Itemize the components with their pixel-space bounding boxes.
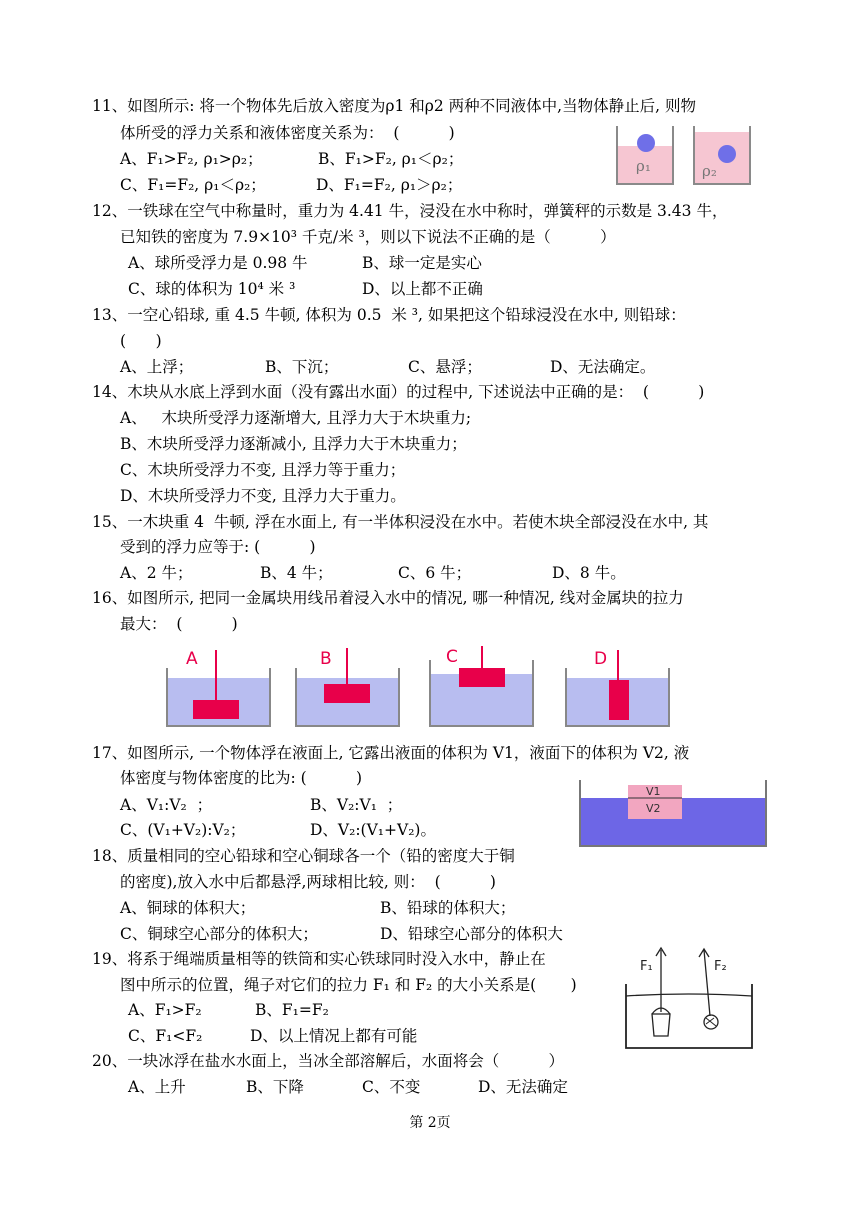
q15-option-c: C、6 牛；	[398, 564, 472, 582]
q12-option-c: C、球的体积为 10⁴ 米 ³	[128, 280, 296, 298]
q19-option-b: B、F₁=F₂	[255, 1001, 329, 1019]
q18-line-2: 的密度),放入水中后都悬浮,两球相比较, 则： ( )	[120, 873, 496, 891]
q11-line-2: 体所受的浮力关系和液体密度关系为： ( )	[120, 124, 455, 142]
q11-option-c: C、F₁=F₂, ρ₁＜ρ₂；	[120, 176, 266, 194]
q14-option-b: B、木块所受浮力逐渐减小, 且浮力大于木块重力；	[120, 435, 467, 453]
q13-line-1: 13、一空心铅球, 重 4.5 牛顿, 体积为 0.5 米 ³, 如果把这个铅球浸没在水中, 则铅球：	[92, 306, 686, 324]
q12-option-d: D、以上都不正确	[362, 280, 483, 298]
q16-line-2: 最大： ( )	[120, 615, 238, 633]
q15-option-d: D、8 牛。	[552, 564, 626, 582]
q19-waterline	[626, 994, 752, 996]
q17-option-c: C、(V₁+V₂):V₂；	[120, 821, 246, 839]
q19-option-d: D、以上情况上都有可能	[250, 1027, 418, 1045]
q12-option-b: B、球一定是实心	[362, 254, 482, 272]
q15-line-1: 15、一木块重 4 牛顿, 浮在水面上, 有一半体积浸没在水中。若使木块全部浸没在水中, 其	[92, 513, 709, 531]
q16-block-c	[459, 668, 505, 687]
q12-option-a: A、球所受浮力是 0.98 牛	[128, 254, 308, 272]
q15-option-a: A、2 牛；	[120, 564, 193, 582]
q11-line-1: 11、如图所示: 将一个物体先后放入密度为ρ1 和ρ2 两种不同液体中,当物体静止后, 则物	[92, 97, 696, 115]
q13-option-c: C、悬浮；	[408, 358, 482, 376]
q17-option-a: A、V₁:V₂ ；	[120, 796, 213, 814]
q18-option-d: D、铅球空心部分的体积大	[380, 925, 563, 943]
q18-option-a: A、铜球的体积大；	[120, 899, 256, 917]
q20-option-d: D、无法确定	[478, 1078, 568, 1096]
q19-figure	[618, 944, 758, 1052]
q17-label-v2: V2	[646, 802, 661, 815]
q15-option-b: B、4 牛；	[260, 564, 333, 582]
q12-line-1: 12、一铁球在空气中称量时，重力为 4.41 牛，浸没在水中称时，弹簧秤的示数是 3.43 牛，	[92, 202, 728, 220]
q17-line-1: 17、如图所示, 一个物体浮在液面上, 它露出液面的体积为 V1，液面下的体积为 V2, 液	[92, 744, 690, 762]
q17-label-v1: V1	[646, 785, 661, 798]
q16-label-d: D	[594, 649, 608, 669]
q19-line-1: 19、将系于绳端质量相等的铁筒和实心铁球同时没入水中，静止在	[92, 950, 546, 968]
q19-label-f1: F₁	[640, 959, 653, 974]
q13-option-b: B、下沉；	[265, 358, 339, 376]
q19-ball-texture	[706, 1018, 716, 1026]
q19-label-f2: F₂	[714, 959, 727, 974]
q14-line-1: 14、木块从水底上浮到水面（没有露出水面）的过程中, 下述说法中正确的是： ( )	[92, 383, 705, 401]
q19-option-c: C、F₁<F₂	[128, 1027, 203, 1045]
q19-option-a: A、F₁>F₂	[128, 1001, 202, 1019]
q11-ball-2	[718, 145, 736, 163]
page-number: 第 2页	[409, 1115, 451, 1131]
q11-option-d: D、F₁=F₂, ρ₁＞ρ₂；	[316, 176, 463, 194]
q14-option-a: A、 木块所受浮力逐渐增大, 且浮力大于木块重力;	[120, 409, 472, 427]
q16-block-d	[609, 680, 629, 720]
q19-string-2	[704, 950, 710, 1016]
q20-option-c: C、不变	[362, 1078, 421, 1096]
q17-line-2: 体密度与物体密度的比为: ( )	[120, 769, 363, 787]
q16-block-a	[193, 700, 239, 719]
q13-option-a: A、上浮；	[120, 358, 194, 376]
q13-line-2: ( )	[120, 332, 162, 350]
q14-option-d: D、木块所受浮力不变, 且浮力大于重力。	[120, 487, 406, 505]
q13-option-d: D、无法确定。	[550, 358, 656, 376]
q16-label-a: A	[186, 649, 198, 669]
q11-ball-1	[637, 134, 655, 152]
q11-figure	[612, 122, 758, 188]
q15-line-2: 受到的浮力应等于: ( )	[120, 538, 316, 556]
q11-label-rho2: ρ₂	[702, 162, 717, 180]
q11-label-rho1: ρ₁	[636, 157, 651, 175]
q20-line-1: 20、一块冰浮在盐水水面上，当冰全部溶解后，水面将会（ ）	[92, 1052, 564, 1070]
q19-bucket	[652, 1014, 670, 1036]
q17-option-b: B、V₂:V₁ ；	[310, 796, 403, 814]
q14-option-c: C、木块所受浮力不变, 且浮力等于重力；	[120, 461, 406, 479]
q18-line-1: 18、质量相同的空心铅球和空心铜球各一个（铅的密度大于铜	[92, 847, 515, 865]
q19-line-2: 图中所示的位置，绳子对它们的拉力 F₁ 和 F₂ 的大小关系是( )	[120, 976, 577, 994]
q17-figure	[578, 778, 768, 848]
q17-option-d: D、V₂:(V₁+V₂)。	[310, 821, 436, 839]
q16-line-1: 16、如图所示, 把同一金属块用线吊着浸入水中的情况, 哪一种情况, 线对金属块的拉力	[92, 589, 684, 607]
q16-figure	[160, 640, 680, 730]
q11-option-a: A、F₁>F₂, ρ₁>ρ₂；	[120, 150, 263, 168]
q16-label-b: B	[320, 649, 332, 669]
q16-label-c: C	[446, 647, 458, 667]
q11-option-b: B、F₁>F₂, ρ₁＜ρ₂；	[318, 150, 464, 168]
q18-option-b: B、铅球的体积大；	[380, 899, 516, 917]
q20-option-a: A、上升	[128, 1078, 186, 1096]
q20-option-b: B、下降	[246, 1078, 304, 1096]
q12-line-2: 已知铁的密度为 7.9×10³ 千克/米 ³，则以下说法不正确的是（ ）	[120, 228, 616, 246]
q18-option-c: C、铜球空心部分的体积大；	[120, 925, 318, 943]
q16-block-b	[324, 684, 370, 703]
